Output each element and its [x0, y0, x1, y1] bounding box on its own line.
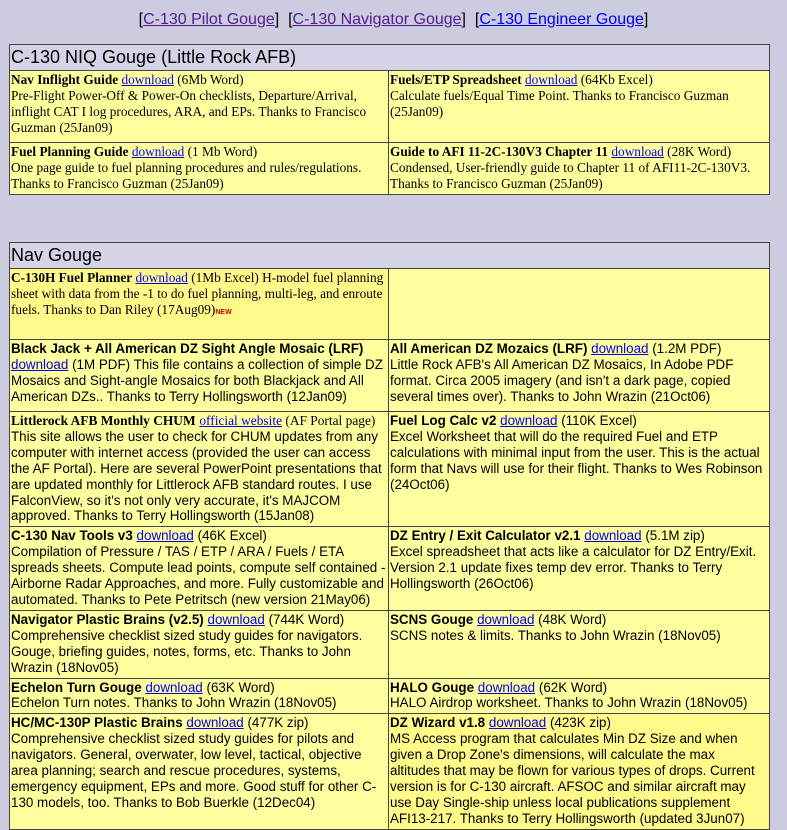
fuel-log-calc-cell: [389, 412, 770, 527]
item-description: Condensed, User-friendly guide to Chapter 11 of AFI11-2C-130V3. Thanks to Francisco Guzman (25Jan09): [390, 160, 751, 191]
item-description: HALO Airdrop worksheet. Thanks to John Wrazin (18Nov05): [390, 695, 748, 711]
fuels-etp-download-link[interactable]: download: [524, 72, 578, 87]
fuel-log-calc-download-link[interactable]: download: [500, 413, 558, 428]
item-description: One page guide to fuel planning procedures and rules/regulations. Thanks to Francisco Guzman (25Jan09): [11, 160, 362, 191]
item-description: Little Rock AFB's All American DZ Mosaics, In Adobe PDF format. Circa 2005 imagery (and isn't a dark page, copied several times over). Thanks to John Wrazin (21Oct06): [390, 356, 734, 404]
item-title: Black Jack + All American DZ Sight Angle Mosaic (LRF): [11, 341, 364, 356]
item-description: (1Mb Excel) H-model fuel planning sheet with data from the -1 to do fuel planning, multi-leg, and enroute fuels. Thanks to Dan Riley (17Aug09): [11, 270, 384, 317]
dz-wizard-cell: [389, 714, 770, 830]
item-title: Littlerock AFB Monthly CHUM: [11, 413, 196, 428]
item-title: HALO Gouge: [390, 679, 475, 695]
nav-inflight-guide-cell: [10, 71, 389, 143]
item-title: Echelon Turn Gouge: [11, 679, 142, 695]
item-title: Fuel Planning Guide: [11, 144, 129, 159]
afi-chapter-11-download-link[interactable]: download: [611, 144, 664, 159]
fuel-planner-cell: [10, 269, 389, 340]
item-description: Pre-Flight Power-Off & Power-On checklists, Departure/Arrival, inflight CAT I log procedures, ARA, and EPs. Thanks to Francisco Guzman (25Jan09): [11, 88, 367, 135]
chum-official-website-link[interactable]: official website: [199, 413, 283, 428]
item-size: (48K Word): [534, 611, 607, 627]
hc-mc-130p-download-link[interactable]: download: [186, 715, 244, 731]
item-description: SCNS notes & limits. Thanks to John Wrazin (18Nov05): [390, 627, 721, 643]
all-american-mozaics-download-link[interactable]: download: [591, 341, 649, 356]
item-size: (1 Mb Word): [184, 144, 258, 159]
item-description: MS Access program that calculates Min DZ Size and when given a Drop Zone's dimensions, will calculate the max altitudes that may be flown for various types of drops. Current version is for C-130 aircraft. AFSOC and similar aircraft may use Day Single-ship unless local publications supplement AFI13-217. Thanks to Terry Hollingsworth (updated 3Jun07): [390, 731, 755, 826]
item-title: Guide to AFI 11-2C-130V3 Chapter 11: [390, 144, 609, 159]
item-size: (46K Excel): [193, 528, 267, 544]
scns-gouge-cell: [389, 610, 770, 678]
item-description: Comprehensive checklist sized study guides for pilots and navigators. General, overwater, low level, tactical, objective area planning; search and rescue procedures, systems, emergency equipment, EPs and more. Good stuff for other C-130 models, too. Thanks to Bob Buerkle (12Dec04): [11, 731, 377, 810]
item-title: SCNS Gouge: [390, 611, 474, 627]
item-size: (28K Word): [663, 144, 732, 159]
nav-gouge-table: [9, 242, 770, 830]
dz-wizard-download-link[interactable]: download: [488, 715, 547, 731]
item-description: Comprehensive checklist sized study guides for navigators. Gouge, briefing guides, notes, forms, etc. Thanks to John Wrazin (18Nov05): [11, 627, 363, 675]
item-description: Calculate fuels/Equal Time Point. Thanks to Francisco Guzman (25Jan09): [390, 88, 729, 119]
navigator-gouge-link[interactable]: C-130 Navigator Gouge: [292, 11, 462, 28]
dz-entry-exit-download-link[interactable]: download: [584, 528, 642, 544]
engineer-gouge-link[interactable]: C-130 Engineer Gouge: [479, 11, 644, 28]
echelon-turn-download-link[interactable]: download: [145, 679, 203, 695]
scns-gouge-download-link[interactable]: download: [477, 611, 535, 627]
pilot-gouge-link[interactable]: C-130 Pilot Gouge: [143, 11, 275, 28]
nav-inflight-guide-download-link[interactable]: download: [121, 72, 174, 87]
item-title: DZ Wizard v1.8: [390, 715, 486, 731]
item-size: (64Kb Excel): [577, 72, 653, 87]
new-badge: NEW: [215, 309, 232, 316]
top-navigation: [C-130 Pilot Gouge] [C-130 Navigator Gouge] [C-130 Engineer Gouge]: [138, 11, 649, 28]
fuel-planning-guide-download-link[interactable]: download: [131, 144, 185, 159]
nav-tools-download-link[interactable]: download: [136, 528, 194, 544]
niq-section-heading: C-130 NIQ Gouge (Little Rock AFB): [10, 45, 770, 71]
item-size: (62K Word): [535, 679, 608, 695]
nav-section-heading: Nav Gouge: [10, 243, 770, 269]
item-size: (477K zip): [243, 715, 309, 731]
item-title: C-130H Fuel Planner: [11, 270, 133, 285]
black-jack-mosaic-download-link[interactable]: download: [11, 356, 69, 372]
halo-gouge-cell: [389, 678, 770, 714]
navigator-plastic-brains-cell: [10, 610, 389, 678]
item-size: (423K zip): [546, 715, 611, 731]
item-title: All American DZ Mozaics (LRF): [390, 341, 588, 356]
fuels-etp-spreadsheet-cell: [389, 71, 770, 143]
item-description: Excel spreadsheet that acts like a calculator for DZ Entry/Exit. Version 2.1 update fixes temp dev error. Thanks to Terry Hollingsworth (26Oct06): [390, 544, 757, 592]
item-size: (1.2M PDF): [648, 341, 722, 356]
item-size: (AF Portal page): [282, 413, 376, 428]
halo-gouge-download-link[interactable]: download: [477, 679, 536, 695]
item-title: C-130 Nav Tools v3: [11, 528, 133, 544]
item-description: This site allows the user to check for CHUM updates from any computer with internet access (provided the user can access the AF Portal). Here are several PowerPoint presentations that are updated monthly for Littlerock AFB standard routes. I use FalconView, so it's not only very accurate, it's MAJCOM approved. Thanks to Terry Hollingsworth (15Jan08): [11, 428, 382, 524]
item-size: (6Mb Word): [173, 72, 244, 87]
item-description: Compilation of Pressure / TAS / ETP / ARA / Fuels / ETA spreads sheets. Compute lead points, compute self contained - Airborne Radar Approaches, and more. Fully customizable and automated. Thanks to Pete Petritsch (new version 21May06): [11, 544, 386, 607]
item-title: Fuel Log Calc v2: [390, 413, 497, 428]
item-size: (110K Excel): [557, 413, 637, 428]
hc-mc-130p-plastic-brains-cell: [10, 714, 389, 830]
black-jack-mosaic-cell: [10, 340, 389, 412]
fuel-planner-download-link[interactable]: download: [135, 270, 188, 285]
item-size: (5.1M zip): [641, 528, 705, 544]
empty-cell: [389, 269, 770, 340]
item-description: Echelon Turn notes. Thanks to John Wrazin (18Nov05): [11, 695, 337, 711]
dz-entry-exit-calculator-cell: [389, 527, 770, 611]
item-description: Excel Worksheet that will do the required Fuel and ETP calculations with minimal input from the user. This is the actual form that Navs will use for their flight. Thanks to Wes Robinson (24Oct06): [390, 428, 763, 492]
item-title: HC/MC-130P Plastic Brains: [11, 715, 183, 731]
item-size: (744K Word): [264, 611, 345, 627]
item-description: (1M PDF) This file contains a collection of simple DZ Mosaics and Sight-angle Mosaics for both Blackjack and All American DZs.. Thanks to Terry Hollingsworth (12Jan09): [11, 356, 383, 404]
monthly-chum-cell: [10, 412, 389, 527]
nav-tools-cell: [10, 527, 389, 611]
item-title: DZ Entry / Exit Calculator v2.1: [390, 528, 581, 544]
navigator-plastic-brains-download-link[interactable]: download: [207, 611, 265, 627]
echelon-turn-gouge-cell: [10, 678, 389, 714]
item-title: Nav Inflight Guide: [11, 72, 119, 87]
afi-chapter-11-guide-cell: [389, 143, 770, 195]
all-american-mozaics-cell: [389, 340, 770, 412]
item-title: Navigator Plastic Brains (v2.5): [11, 611, 204, 627]
item-title: Fuels/ETP Spreadsheet: [390, 72, 522, 87]
fuel-planning-guide-cell: [10, 143, 389, 195]
niq-gouge-table: [9, 44, 770, 195]
item-size: (63K Word): [202, 679, 275, 695]
